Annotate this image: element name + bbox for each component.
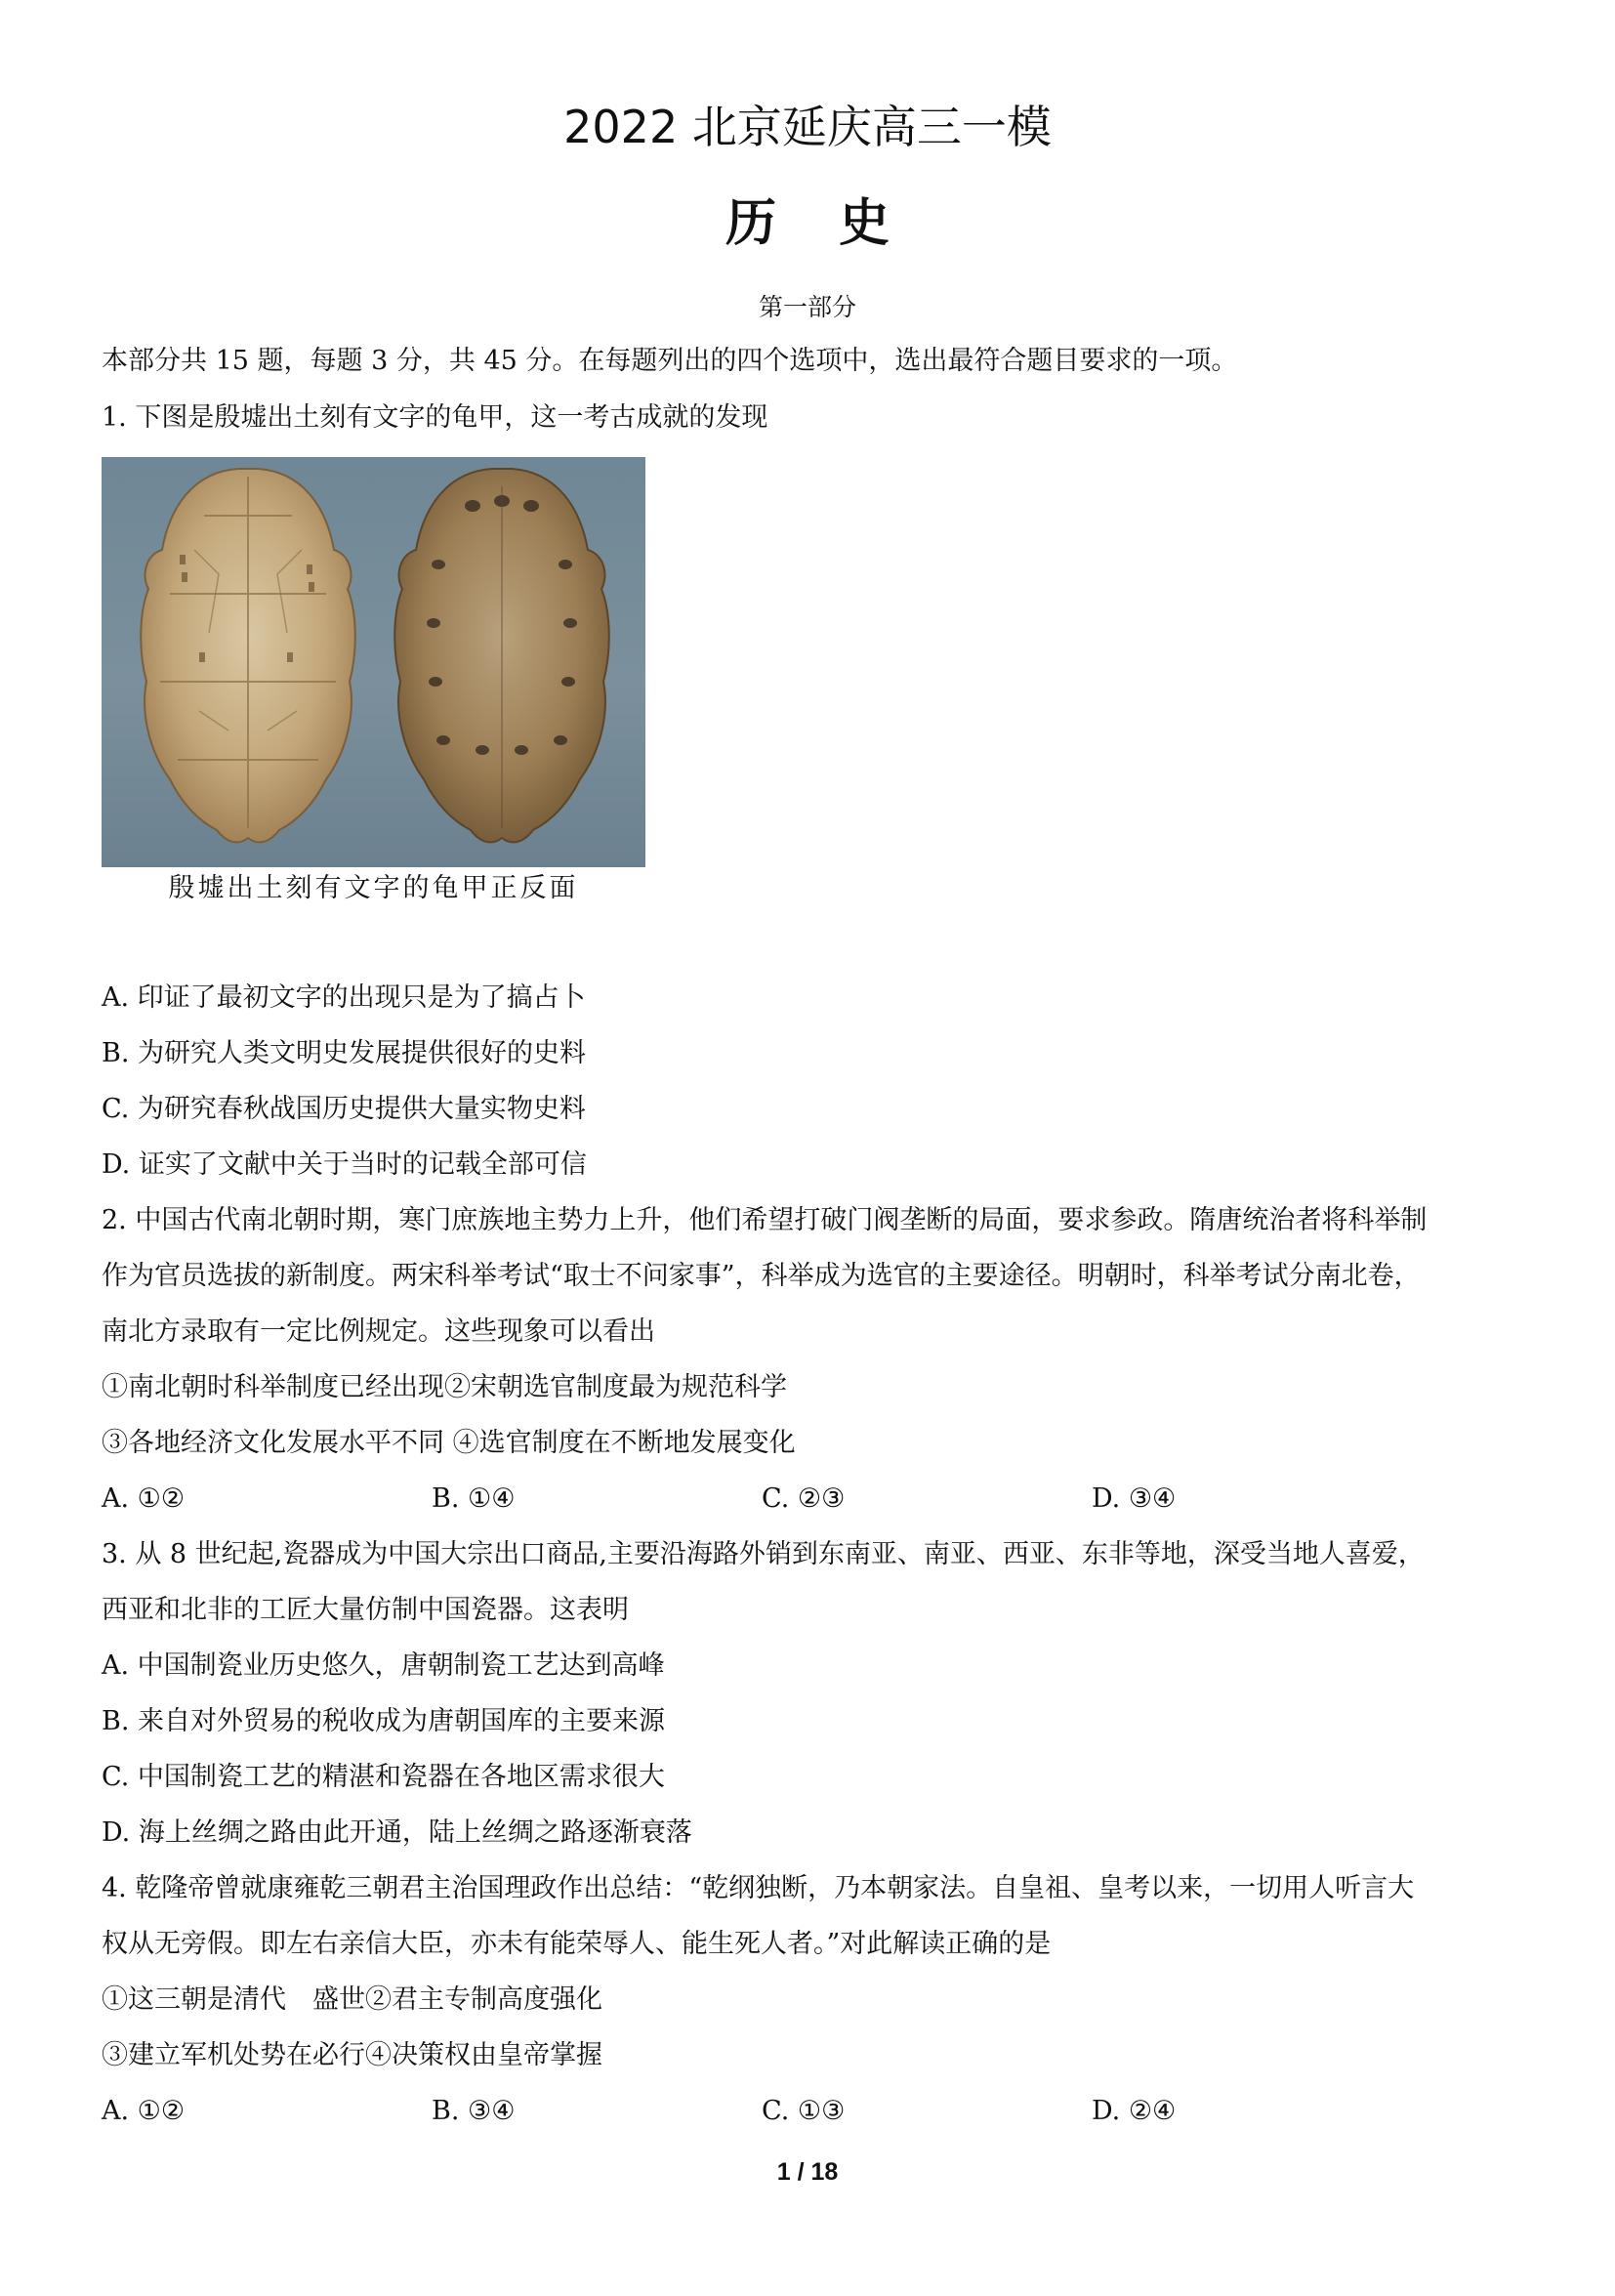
q2-option-c: C. ②③: [762, 1483, 846, 1514]
q4-statements-1: ①这三朝是清代 盛世②君主专制高度强化: [102, 1984, 602, 2015]
q2-stem-line-2: 作为官员选拔的新制度。两宋科举考试“取士不问家事”，科举成为选官的主要途径。明朝时，科举考试分南北卷，: [102, 1261, 1421, 1291]
q2-stem-line-3: 南北方录取有一定比例规定。这些现象可以看出: [102, 1316, 655, 1347]
q4-option-c: C. ①③: [762, 2096, 846, 2126]
exam-title: 2022 北京延庆高三一模: [563, 101, 1052, 153]
q4-statements-2: ③建立军机处势在必行④决策权由皇帝掌握: [102, 2040, 602, 2070]
q3-stem-line-1: 3. 从 8 世纪起,瓷器成为中国大宗出口商品,主要沿海路外销到东南亚、南亚、西亚、东非等地，深受当地人喜爱，: [102, 1539, 1425, 1569]
q3-option-b: B. 来自对外贸易的税收成为唐朝国库的主要来源: [102, 1706, 666, 1736]
q2-option-a: A. ①②: [102, 1483, 186, 1514]
q1-option-b: B. 为研究人类文明史发展提供很好的史料: [102, 1038, 587, 1068]
q2-option-d: D. ③④: [1092, 1483, 1177, 1514]
section-heading: 第一部分: [758, 293, 856, 321]
q3-option-a: A. 中国制瓷业历史悠久，唐朝制瓷工艺达到高峰: [102, 1650, 665, 1681]
shell-front: [141, 469, 355, 842]
q1-option-c: C. 为研究春秋战国历史提供大量实物史料: [102, 1094, 586, 1124]
q2-stem-line-1: 2. 中国古代南北朝时期，寒门庶族地主势力上升，他们希望打破门阀垄断的局面，要求参政。隋唐统治者将科举制: [102, 1205, 1428, 1235]
q1-stem: 1. 下图是殷墟出土刻有文字的龟甲，这一考古成就的发现: [102, 402, 768, 433]
q4-option-a: A. ①②: [102, 2096, 186, 2126]
q1-option-d: D. 证实了文献中关于当时的记载全部可信: [102, 1149, 587, 1180]
q4-option-d: D. ②④: [1092, 2096, 1177, 2126]
section-instructions: 本部分共 15 题，每题 3 分，共 45 分。在每题列出的四个选项中，选出最符合题目要求的一项。: [102, 346, 1238, 376]
q3-stem-line-2: 西亚和北非的工匠大量仿制中国瓷器。这表明: [102, 1595, 629, 1625]
q3-option-d: D. 海上丝绸之路由此开通，陆上丝绸之路逐渐衰落: [102, 1817, 692, 1848]
q2-statements-2: ③各地经济文化发展水平不同 ④选官制度在不断地发展变化: [102, 1428, 796, 1458]
subject-title: 历史: [725, 194, 952, 253]
oracle-bone-photo: [102, 457, 645, 867]
figure-caption: 殷墟出土刻有文字的龟甲正反面: [168, 873, 579, 903]
q4-stem-line-2: 权从无旁假。即左右亲信大臣，亦未有能荣辱人、能生死人者。”对此解读正确的是: [102, 1929, 1052, 1959]
q1-option-a: A. 印证了最初文字的出现只是为了搞占卜: [102, 982, 586, 1013]
q4-stem-line-1: 4. 乾隆帝曾就康雍乾三朝君主治国理政作出总结：“乾纲独断，乃本朝家法。自皇祖、皇考以来，一切用人听言大: [102, 1873, 1415, 1903]
q4-option-b: B. ③④: [432, 2096, 516, 2126]
q3-option-c: C. 中国制瓷工艺的精湛和瓷器在各地区需求很大: [102, 1762, 665, 1792]
q2-statements-1: ①南北朝时科举制度已经出现②宋朝选官制度最为规范科学: [102, 1372, 787, 1402]
oracle-bone-image: [102, 457, 645, 867]
q2-option-b: B. ①④: [432, 1483, 516, 1514]
page-number: 1 / 18: [776, 2158, 839, 2186]
shell-back: [394, 469, 609, 842]
